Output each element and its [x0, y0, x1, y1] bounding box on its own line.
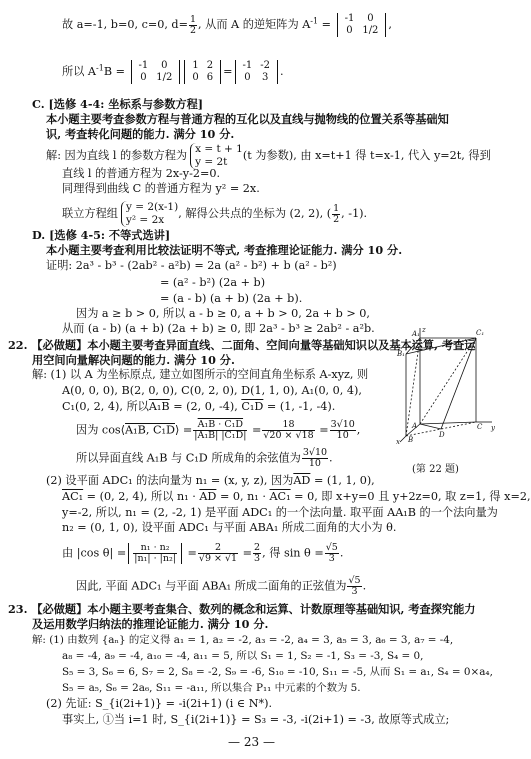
- line-final: 因此, 平面 ADC₁ 与平面 ABA₁ 所成二面角的正弦值为 $\frac{√5}{3}$ .: [76, 575, 367, 597]
- text-line: 事实上, ①当 i=1 时, S_{i(2i+1)} = S₃ = -3, -i(2i+1) = -3, 故原等式成立;: [62, 713, 450, 726]
- label-b1: B₁: [397, 350, 405, 358]
- label-c1: C₁: [476, 329, 485, 337]
- prism-figure: [396, 326, 496, 444]
- label-z: z: [422, 326, 426, 334]
- text-line: S₅ = a₅, S₆ = 2a₆, S₁₁ = -a₁₁, 所以集合 P₁₁ 中元素的个数为 5.: [62, 682, 361, 694]
- text-line: 解: (1) 由数列 {aₙ} 的定义得 a₁ = 1, a₂ = -2, a₃ = -2, a₄ = 3, a₅ = 3, a₆ = 3, a₇ = -4,: [32, 634, 454, 646]
- text-line: A(0, 0, 0), B(2, 0, 0), C(0, 2, 0), D(1, 1, 0), A₁(0, 0, 4),: [62, 384, 362, 397]
- label-a: A: [412, 422, 418, 430]
- question-23-desc: 及运用数学归纳法的推理论证能力. 满分 10 分.: [32, 617, 269, 631]
- proof-line: = (a² - b²) (2a + b): [160, 276, 266, 289]
- text-line: AC₁ = (0, 2, 4), 所以 $n_1 \cdot \overline{AD} = 0$, n₁ · AC₁ = 0, 即 x+y=0 且 y+2z=0, 取 z=1, 得 x=2,: [62, 490, 531, 503]
- text-line: C₁(0, 2, 4), 所以A₁B = (2, 0, -4), C₁D = (1, -1, -4).: [62, 400, 336, 413]
- proof-line: = (a - b) (a + b) (2a + b).: [160, 292, 303, 305]
- section-d-title: D. [选修 4-5: 不等式选讲]: [32, 228, 171, 242]
- proof-line: 证明: 2a³ - b³ - (2ab² - a²b) = 2a (a² - b²) + b (a² - b²): [46, 259, 337, 272]
- text-line: n₂ = (0, 1, 0), 设平面 ADC₁ 与平面 ABA₁ 所成二面角的大小为 θ.: [62, 521, 397, 534]
- line-system: 联立方程组 y = 2(x-1) y² = 2x , 解得公共点的坐标为 (2, 2), ( $\frac{1}{2}$ , -1).: [62, 201, 368, 226]
- line-cos-result: 所以异面直线 A₁B 与 C₁D 所成角的余弦值为 $\frac{3√10}{10}$ .: [76, 447, 333, 469]
- matrix-inverse: -1 0 0 1/2: [337, 13, 387, 37]
- text-line: (2) 设平面 ADC₁ 的法向量为 n₁ = (x, y, z), 因为$\overline{AD} = (1$, 1, 0),: [46, 474, 375, 487]
- text-line: (2) 先证: S_{i(2i+1)} = -i(2i+1) (i ∈ N*).: [46, 697, 273, 710]
- label-b: B: [408, 436, 414, 444]
- proof-line: 因为 a ≥ b > 0, 所以 a - b ≥ 0, a + b > 0, 2a + b > 0,: [76, 307, 370, 320]
- text-line: S₅ = 3, S₆ = 6, S₇ = 2, S₈ = -2, S₉ = -6, S₁₀ = -10, S₁₁ = -5, 从而 S₁ = a₁, S₄ = 0×a₄,: [62, 666, 493, 678]
- label-d: D: [439, 431, 445, 439]
- text-line: a₈ = -4, a₉ = -4, a₁₀ = -4, a₁₁ = 5, 所以 S₁ = 1, S₂ = -1, S₃ = -3, S₄ = 0,: [62, 650, 424, 662]
- text-line: 解: (1) 以 A 为坐标原点, 建立如图所示的空间直角坐标系 A-xyz, 则: [32, 368, 369, 381]
- question-22-title: 22. 【必做题】本小题主要考查异面直线、二面角、空间向量等基础知识以及基本运算, 考查运: [8, 338, 476, 352]
- section-c-solution: 解: 因为直线 l 的参数方程为 x = t + 1 y = 2t (t 为参数), 由 x=t+1 得 t=x-1, 代入 y=2t, 得到: [46, 143, 491, 168]
- section-d-desc: 本小题主要考查利用比较法证明不等式, 考查推理论证能力. 满分 10 分.: [46, 243, 403, 257]
- line-cos: 因为 cos⟨A₁B, C₁D⟩ = $\frac{\text{A₁B · C₁D}}{\text{|A₁B| |C₁D|}}$ = $\frac{18}{√20 \times √18}$ = $\frac{3√10}{10}$ ,: [76, 419, 361, 441]
- text-line: 同理得到曲线 C 的普通方程为 y² = 2x.: [62, 182, 260, 195]
- section-c-desc2: 识, 考查转化问题的能力. 满分 10 分.: [46, 127, 235, 141]
- section-c-desc: 本小题主要考查参数方程与普通方程的互化以及直线与抛物线的位置关系等基础知: [46, 112, 449, 126]
- figure-caption: (第 22 题): [412, 464, 459, 475]
- section-c-title: C. [选修 4-4: 坐标系与参数方程]: [32, 97, 204, 111]
- label-c: C: [477, 423, 483, 431]
- label-a1: A₁: [412, 330, 420, 338]
- label-y: y: [491, 424, 495, 432]
- line-product: 所以 $A^{-1}B$ = -1 0 0 1/2 1 2 0 6 = -1 -2 0 3 .: [62, 60, 284, 83]
- text-line: 直线 l 的普通方程为 2x-y-2=0.: [62, 167, 221, 180]
- line-abs-cos: 由 |cos θ| = $\frac{\text{n₁ · n₂}}{\text{|n₁| · |n₂|}}$ = $\frac{2}{√9 \times √1}$ = $\frac{2}{3}$ , 得 sin θ = $\frac{√5}{3}$ .: [62, 542, 344, 564]
- page-number: — 23 —: [228, 735, 275, 749]
- question-23-title: 23. 【必做题】本小题主要考查集合、数列的概念和运算、计数原理等基础知识, 考查探究能力: [8, 602, 476, 616]
- line-inverse: 故 a=-1, b=0, c=0, d= $\frac{1}{2}$ , 从而 A 的逆矩阵为 $A^{-1}$ = -1 0 0 1/2 ,: [62, 13, 392, 36]
- text-line: y=-2, 所以, n₁ = (2, -2, 1) 是平面 ADC₁ 的一个法向量. 取平面 AA₁B 的一个法向量为: [62, 506, 498, 519]
- proof-line: 从而 (a - b) (a + b) (2a + b) ≥ 0, 即 2a³ - b³ ≥ 2ab² - a²b.: [62, 322, 375, 335]
- question-22-desc: 用空间向量解决问题的能力. 满分 10 分.: [32, 353, 235, 367]
- label-x: x: [396, 438, 400, 446]
